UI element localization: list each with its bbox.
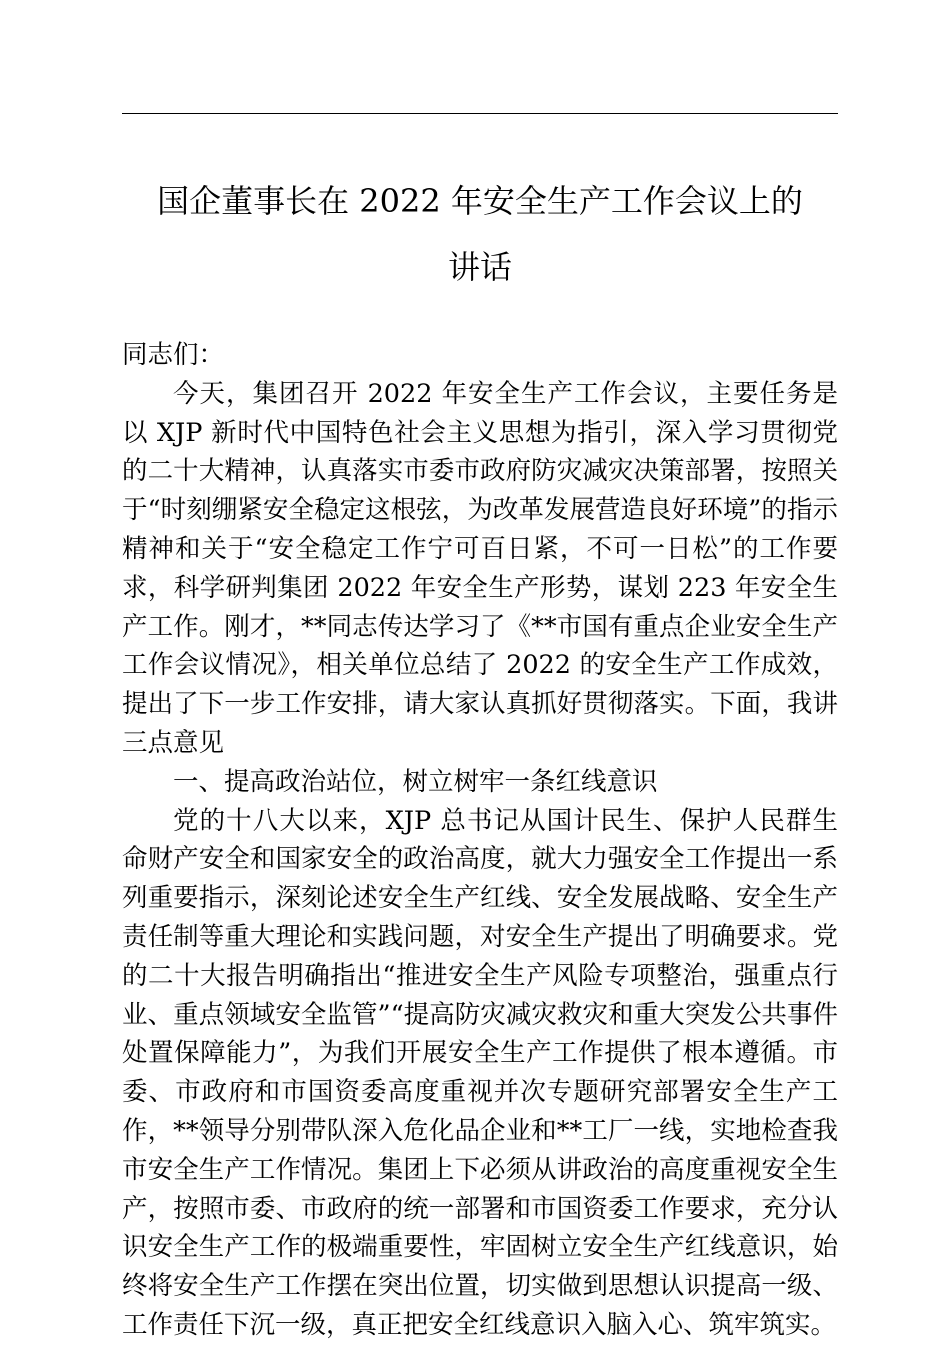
paragraph-intro: 今天，集团召开 2022 年安全生产工作会议，主要任务是以 XJP 新时代中国特色社会主义思想为指引，深入学习贯彻党的二十大精神，认真落实市委市政府防灾减灾决策部署，按照关于“时刻绷紧安全稳定这根弦，为改革发展营造良好环境”的指示精神和关于“安全稳定工作宁可百日紧，不可一日松”的工作要求，科学研判集团 2022 年安全生产形势，谋划 223 年安全生产工作。刚才，**同志传达学习了《**市国有重点企业安全生产工作会议情况》，相关单位总结了 2022 的安全生产工作成效，提出了下一步工作安排，请大家认真抓好贯彻落实。下面，我讲三点意见 [122, 378, 838, 758]
salutation: 同志们： [122, 340, 225, 370]
document-body [122, 336, 838, 1345]
title-line-2: 讲话 [447, 248, 512, 286]
paragraph-section-1: 党的十八大以来，XJP 总书记从国计民生、保护人民群生命财产安全和国家安全的政治高度，就大力强安全工作提出一系列重要指示，深刻论述安全生产红线、安全发展战略、安全生产责任制等重大理论和实践问题，对安全生产提出了明确要求。党的二十大报告明确指出“推进安全生产风险专项整治，强重点行业、重点领域安全监管”“提高防灾减灾救灾和重大突发公共事件处置保障能力”，为我们开展安全生产工作提供了根本遵循。市委、市政府和市国资委高度重视并次专题研究部署安全生产工作，**领导分别带队深入危化品企业和**工厂一线，实地检查我市安全生产工作情况。集团上下必须从讲政治的高度重视安全生产，按照市委、市政府的统一部署和市国资委工作要求，充分认识安全生产工作的极端重要性，牢固树立安全生产红线意识，始终将安全生产工作摆在突出位置，切实做到思想认识提高一级、工作责任下沉一级，真正把安全红线意识入脑入心、筑牢筑实。 [122, 805, 838, 1340]
document-title [122, 168, 838, 300]
header-rule [122, 113, 838, 114]
section-heading-1: 一、提高政治站位，树立树牢一条红线意识 [173, 766, 658, 797]
title-line-1: 国企董事长在 2022 年安全生产工作会议上的 [157, 182, 803, 220]
